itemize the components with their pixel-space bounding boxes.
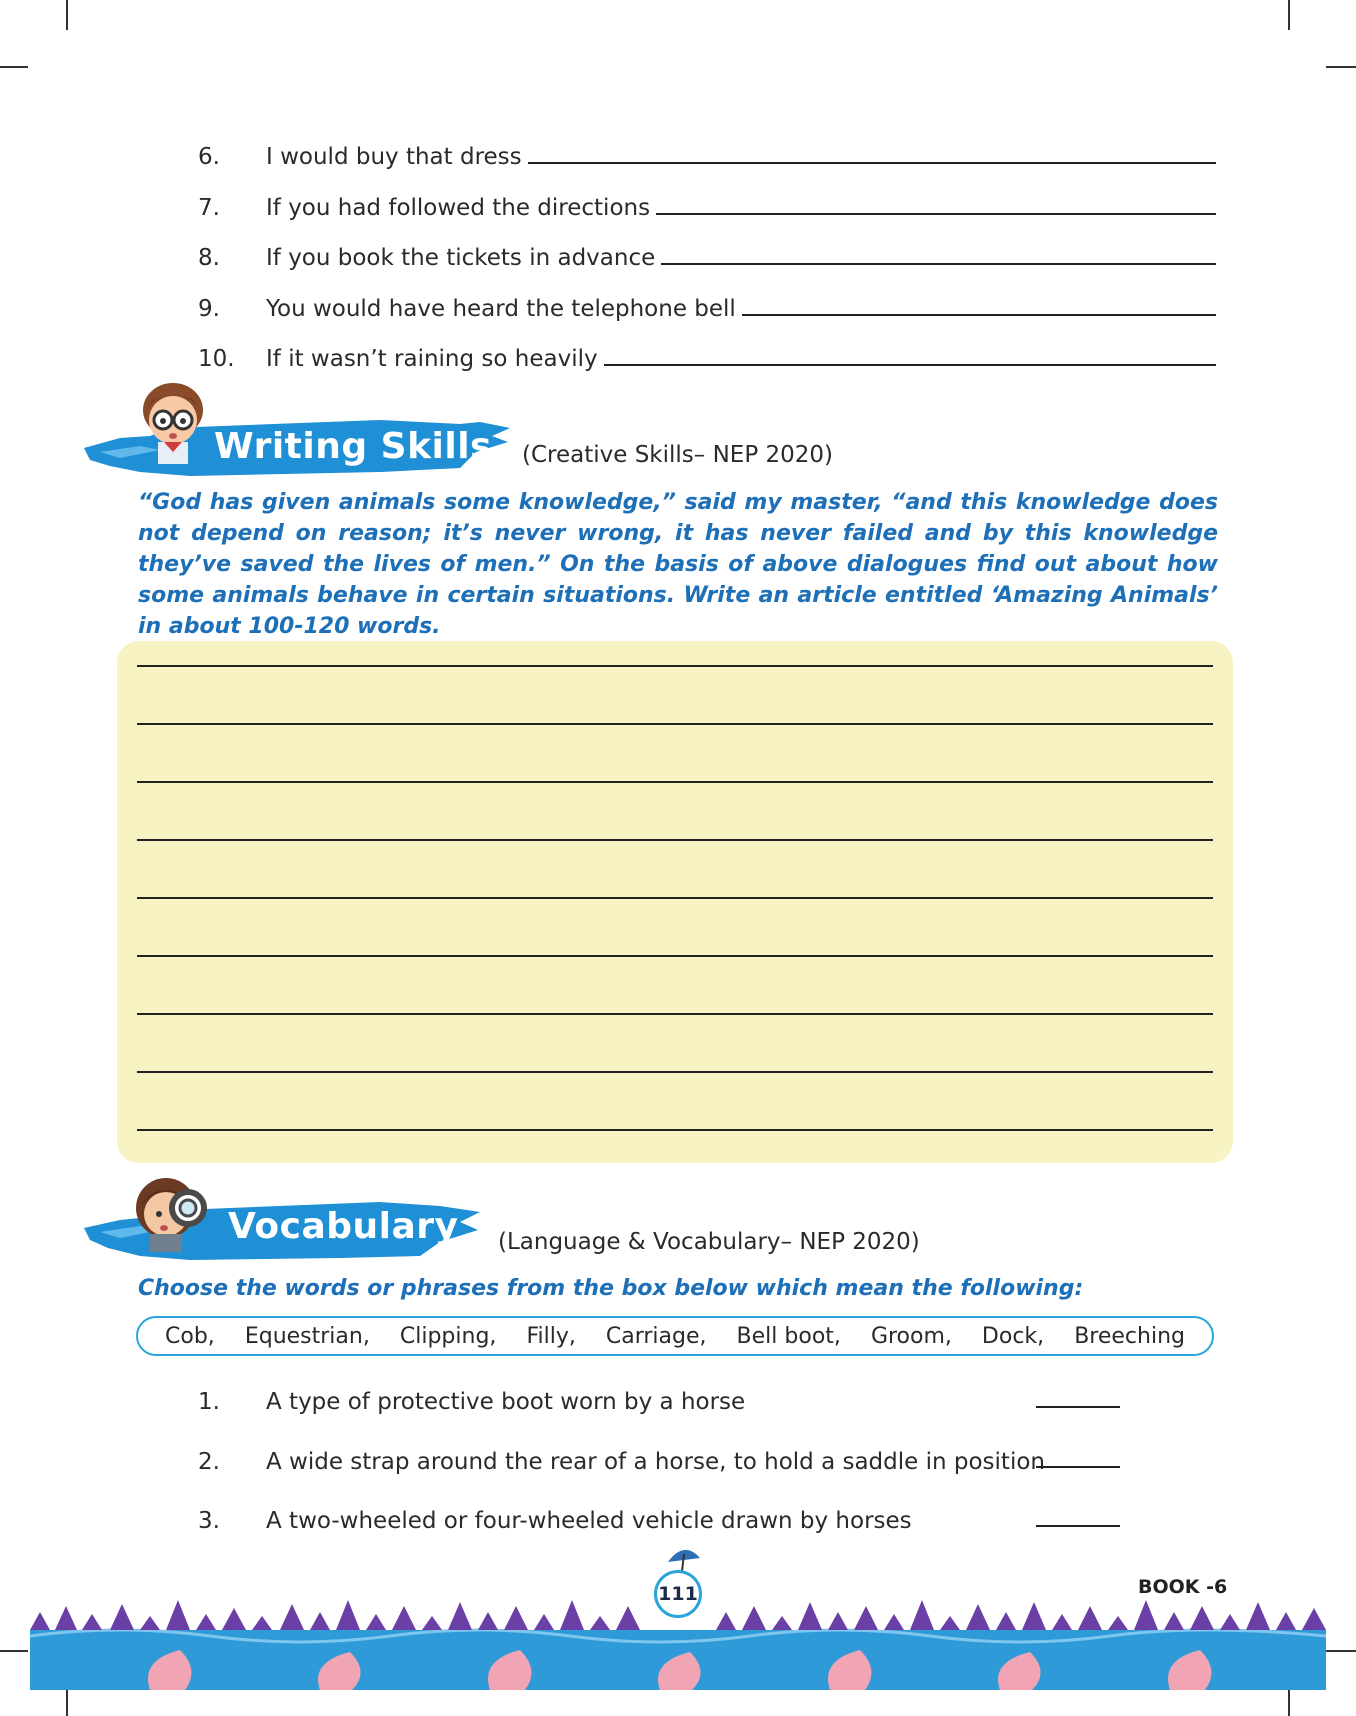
exercise-item <box>198 130 1216 170</box>
writing-line[interactable] <box>137 1129 1213 1131</box>
item-text: You would have heard the telephone bell <box>266 296 736 322</box>
vocabulary-banner <box>80 1170 490 1270</box>
word-box <box>136 1316 1214 1356</box>
exercise-item <box>198 231 1216 271</box>
writing-line[interactable] <box>137 839 1213 841</box>
writing-line[interactable] <box>137 1071 1213 1073</box>
writing-instruction: “God has given animals some knowledge,” said my master, “and this knowledge does not depend on reason; it’s never wrong, it has never failed and by this knowledge they’ve saved the lives of men.” On the basis of above dialogues find out about how some animals behave in certain situations. Write an article entitled ‘Amazing Animals’ in about 100-120 words. <box>138 490 1218 639</box>
section-subtitle: (Language & Vocabulary– NEP 2020) <box>498 1229 920 1255</box>
item-number: 7. <box>198 195 220 221</box>
item-number: 8. <box>198 245 220 271</box>
writing-line[interactable] <box>137 723 1213 725</box>
answer-blank[interactable] <box>742 314 1216 316</box>
answer-blank[interactable] <box>1036 1406 1120 1408</box>
crop-mark <box>0 66 28 68</box>
word-option: Cob, <box>165 1323 215 1349</box>
answer-blank[interactable] <box>604 364 1216 366</box>
item-text: If you had followed the directions <box>266 195 651 221</box>
writing-line[interactable] <box>137 781 1213 783</box>
book-label: BOOK -6 <box>1138 1576 1228 1598</box>
vocabulary-item <box>198 1377 745 1415</box>
exercise-item <box>198 332 1216 372</box>
writing-line[interactable] <box>137 955 1213 957</box>
item-text: I would buy that dress <box>266 144 522 170</box>
item-text: If you book the tickets in advance <box>266 245 656 271</box>
crop-mark <box>1288 0 1290 30</box>
item-number: 9. <box>198 296 220 322</box>
vocabulary-instruction: Choose the words or phrases from the box below which mean the following: <box>138 1276 1084 1301</box>
crop-mark <box>66 0 68 30</box>
writing-line[interactable] <box>137 665 1213 667</box>
student-avatar <box>138 380 208 464</box>
answer-blank[interactable] <box>1036 1466 1120 1468</box>
word-option: Filly, <box>526 1323 576 1349</box>
item-text: A wide strap around the rear of a horse, to hold a saddle in position <box>266 1449 1045 1475</box>
umbrella-icon <box>666 1544 702 1572</box>
word-option: Groom, <box>870 1323 952 1349</box>
answer-blank[interactable] <box>528 162 1216 164</box>
word-option: Clipping, <box>399 1323 497 1349</box>
vocabulary-item <box>198 1496 912 1534</box>
section-title: Vocabulary <box>228 1206 459 1247</box>
girl-magnifier-avatar <box>132 1172 222 1252</box>
item-text: If it wasn’t raining so heavily <box>266 346 598 372</box>
exercise-item <box>198 282 1216 322</box>
word-option: Equestrian, <box>244 1323 370 1349</box>
section-title: Writing Skills <box>214 426 492 467</box>
crop-mark <box>1288 1686 1290 1716</box>
item-number: 3. <box>198 1508 220 1534</box>
writing-area[interactable] <box>117 641 1233 1163</box>
word-option: Bell boot, <box>736 1323 841 1349</box>
word-option: Dock, <box>981 1323 1045 1349</box>
page-number: 111 <box>654 1570 702 1618</box>
section-subtitle: (Creative Skills– NEP 2020) <box>522 442 834 468</box>
word-option: Breeching <box>1074 1323 1185 1349</box>
item-number: 10. <box>198 346 235 372</box>
word-option: Carriage, <box>605 1323 707 1349</box>
answer-blank[interactable] <box>661 263 1216 265</box>
item-number: 1. <box>198 1389 220 1415</box>
item-number: 2. <box>198 1449 220 1475</box>
answer-blank[interactable] <box>656 213 1216 215</box>
item-number: 6. <box>198 144 220 170</box>
exercise-item <box>198 181 1216 221</box>
crop-mark <box>66 1686 68 1716</box>
writing-line[interactable] <box>137 897 1213 899</box>
answer-blank[interactable] <box>1036 1525 1120 1527</box>
writing-line[interactable] <box>137 1013 1213 1015</box>
item-text: A type of protective boot worn by a horse <box>266 1389 746 1415</box>
vocabulary-item <box>198 1437 1045 1475</box>
crop-mark <box>1326 66 1356 68</box>
writing-skills-banner <box>80 380 520 490</box>
item-text: A two-wheeled or four-wheeled vehicle drawn by horses <box>266 1508 912 1534</box>
